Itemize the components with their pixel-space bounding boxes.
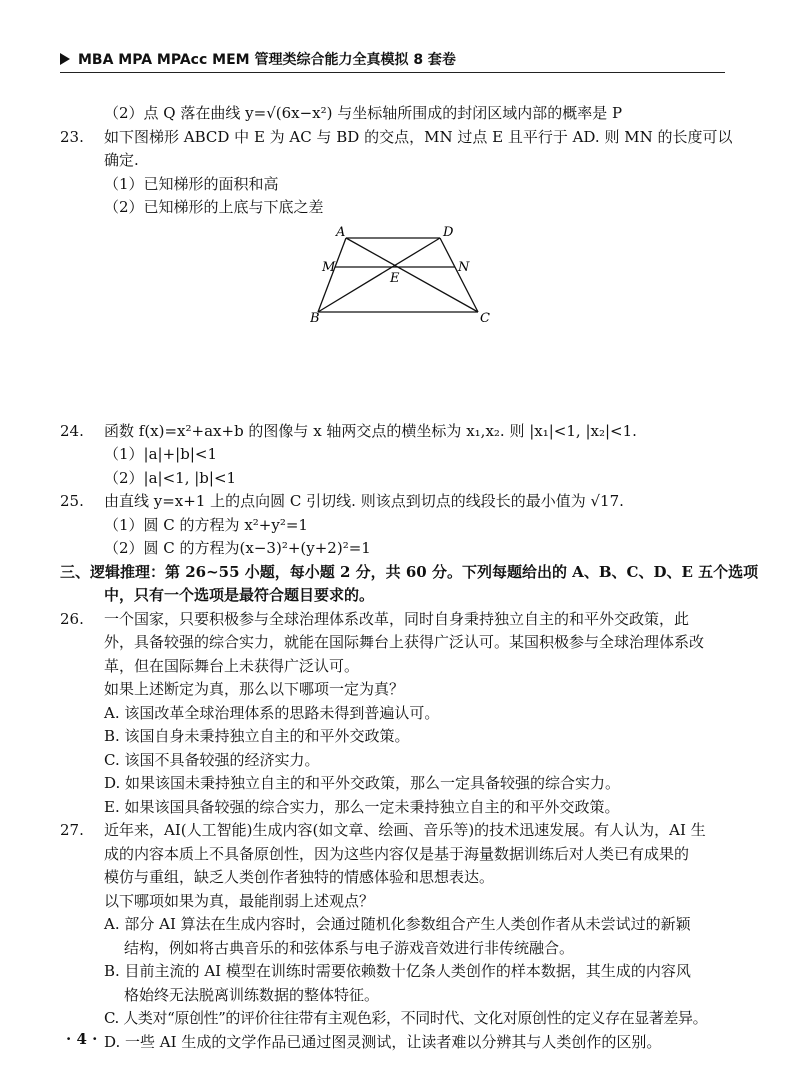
q27-stem-line-3: 模仿与重组，缺乏人类创作者独特的情感体验和思想表达。 [104, 868, 495, 886]
q26-stem-line-2: 外，具备较强的综合实力，就能在国际舞台上获得广泛认可。某国积极参与全球治理体系改 [104, 633, 705, 651]
page-number: · 4 · [66, 1030, 98, 1048]
q26-option-c: C. 该国不具备较强的经济实力。 [104, 750, 320, 769]
q24-stem [60, 420, 728, 444]
q26-number: 26. [60, 609, 84, 628]
q24-stem-text: 函数 f(x)=x²+ax+b 的图像与 x 轴两交点的横坐标为 x₁,x₂. 则 |x₁|<1, |x₂|<1. [104, 421, 637, 440]
page-content [60, 102, 759, 1054]
q27-option-a-line-1: A. 部分 AI 算法在生成内容时，会通过随机化参数组合产生人类创作者从未尝试过的新颖 [104, 915, 691, 933]
label-b: B [310, 310, 320, 324]
section-3-heading-line-2: 中，只有一个选项是最符合题目要求的。 [104, 586, 375, 604]
label-d: D [443, 224, 454, 240]
q25-condition-1: （1）圆 C 的方程为 x²+y²=1 [104, 515, 308, 534]
q27-question: 以下哪项如果为真，最能削弱上述观点？ [104, 891, 375, 910]
trapezoid-diagram [310, 224, 510, 324]
q26-question: 如果上述断定为真，那么以下哪项一定为真？ [104, 680, 405, 698]
q25-condition-2: （2）圆 C 的方程为(x−3)²+(y+2)²=1 [104, 539, 371, 557]
q26-option-e: E. 如果该国具备较强的综合实力，那么一定未秉持独立自主的和平外交政策。 [104, 797, 620, 816]
q23-stem-text: 如下图梯形 ABCD 中 E 为 AC 与 BD 的交点，MN 过点 E 且平行于 AD. 则 MN 的长度可以 [104, 127, 733, 146]
label-m: M [322, 259, 336, 275]
header-title: MBA MPA MPAcc MEM 管理类综合能力全真模拟 8 套卷 [78, 52, 456, 68]
diagonal-bd [318, 238, 440, 312]
q27-option-c: C. 人类对“原创性”的评价往往带有主观色彩，不同时代、文化对原创性的定义存在显著差异。 [104, 1009, 708, 1027]
q27-stem-line-2: 成的内容本质上不具备原创性，因为这些内容仅是基于海量数据训练后对人类已有成果的 [104, 844, 690, 863]
q22-condition-2: （2）点 Q 落在曲线 y=√(6x−x²) 与坐标轴所围成的封闭区域内部的概率是 P [104, 104, 623, 122]
edge-ab [318, 238, 346, 312]
q24-condition-1: （1）|a|+|b|<1 [104, 445, 217, 463]
label-n: N [458, 259, 470, 275]
q26-option-d: D. 如果该国未秉持独立自主的和平外交政策，那么一定具备较强的综合实力。 [104, 774, 621, 792]
q26-stem-text: 一个国家，只要积极参与全球治理体系改革，同时自身秉持独立自主的和平外交政策，此 [104, 609, 690, 628]
triangle-bullet-icon [60, 53, 70, 65]
q24-number: 24. [60, 421, 84, 440]
diagonal-ac [346, 238, 478, 312]
q25-stem-text: 由直线 y=x+1 上的点向圆 C 引切线. 则该点到切点的线段长的最小值为 √17. [104, 492, 624, 510]
section-3-heading-line-1: 三、逻辑推理：第 26~55 小题，每小题 2 分，共 60 分。下列每题给出的 A、B、C、D、E 五个选项 [60, 562, 759, 581]
label-e: E [390, 270, 400, 286]
q23-condition-2: （2）已知梯形的上底与下底之差 [104, 198, 324, 216]
q27-option-b-line-2: 格始终无法脱离训练数据的整体特征。 [124, 985, 380, 1004]
q26-stem-line-3: 革，但在国际舞台上未获得广泛认可。 [104, 656, 360, 675]
trapezoid-figure [60, 220, 728, 420]
q27-option-a-line-2: 结构，例如将古典音乐的和弦体系与电子游戏音效进行非传统融合。 [124, 938, 575, 957]
q26-stem-line-1 [60, 608, 728, 632]
q23-stem-line-1 [60, 126, 733, 150]
label-c: C [480, 310, 490, 324]
q27-number: 27. [60, 821, 84, 839]
q26-option-a: A. 该国改革全球治理体系的思路未得到普遍认可。 [104, 703, 440, 722]
q24-condition-2: （2）|a|<1, |b|<1 [104, 468, 237, 487]
q27-option-b-line-1: B. 目前主流的 AI 模型在训练时需要依赖数十亿条人类创作的样本数据，其生成的内容风 [104, 962, 691, 980]
q23-number: 23. [60, 127, 84, 146]
q27-option-d: D. 一些 AI 生成的文学作品已通过图灵测试，让读者难以分辨其与人类创作的区别。 [104, 1032, 662, 1051]
q27-stem-line-1 [60, 819, 728, 843]
q23-condition-1: （1）已知梯形的面积和高 [104, 174, 279, 193]
label-a: A [336, 224, 346, 240]
q23-stem-line-2: 确定. [104, 151, 139, 169]
q25-stem [60, 490, 728, 514]
q25-number: 25. [60, 492, 84, 510]
q27-stem-text: 近年来，AI(人工智能)生成内容(如文章、绘画、音乐等)的技术迅速发展。有人认为，AI 生 [104, 821, 706, 839]
q26-option-b: B. 该国自身未秉持独立自主的和平外交政策。 [104, 727, 410, 745]
page-header [60, 50, 725, 73]
